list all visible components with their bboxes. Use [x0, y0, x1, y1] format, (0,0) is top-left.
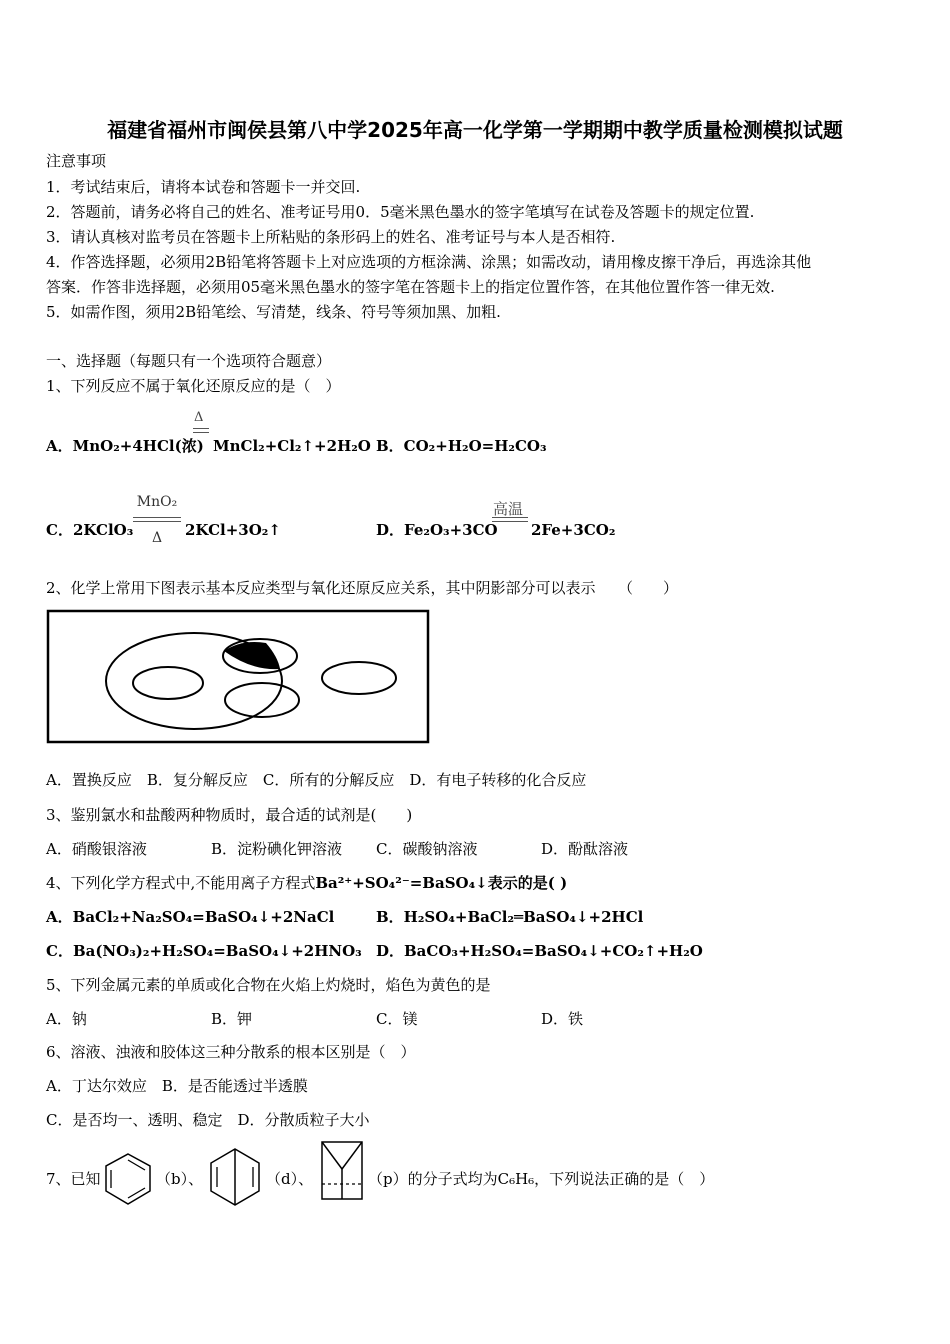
q1-option-a-lhs: A．MnO₂+4HCl(浓) — [46, 437, 204, 455]
notice-item: 2．答题前，请务必将自己的姓名、准考证号用0．5毫米黑色墨水的签字笔填写在试卷及答题卡的规定位置. — [46, 203, 755, 221]
q6-stem: 6、溶液、浊液和胶体这三种分散系的根本区别是（ ） — [46, 1043, 416, 1061]
q3-option-a: A．硝酸银溶液 — [46, 840, 147, 858]
equals-sign — [193, 428, 209, 433]
q4-ionic-equation: Ba²⁺+SO₄²⁻=BaSO₄↓ — [315, 874, 488, 892]
q1-stem: 1、下列反应不属于氧化还原反应的是（ ） — [46, 377, 341, 395]
q7-label-d: （d）、 — [266, 1170, 314, 1188]
q5-option-d: D．铁 — [541, 1010, 584, 1028]
section-heading: 一、选择题（每题只有一个选项符合题意） — [46, 352, 332, 370]
q7-label-b: （b）、 — [156, 1170, 204, 1188]
notice-heading: 注意事项 — [46, 152, 107, 170]
equals-sign — [133, 517, 181, 522]
q5-option-b: B．钾 — [211, 1010, 253, 1028]
q1-option-a-rhs: MnCl₂+Cl₂↑+2H₂O — [213, 437, 371, 455]
prismane-structure — [318, 1139, 366, 1207]
q2-stem: 2、化学上常用下图表示基本反应类型与氧化还原反应关系，其中阴影部分可以表示 （ ） — [46, 579, 679, 597]
reaction-type-ellipse — [322, 662, 396, 694]
q3-option-d: D．酚酞溶液 — [541, 840, 629, 858]
page-title: 福建省福州市闽侯县第八中学2025年高一化学第一学期期中教学质量检测模拟试题 — [107, 118, 843, 142]
q7-stem-pre: 7、已知 — [46, 1170, 101, 1188]
equals-sign — [492, 517, 528, 522]
reaction-type-ellipse — [133, 667, 203, 699]
q1-option-d-rhs: 2Fe+3CO₂ — [531, 521, 616, 539]
q1-option-c-catalyst: MnO₂ — [136, 494, 178, 510]
notice-item: 答案．作答非选择题，必须用05毫米黑色墨水的签字笔在答题卡上的指定位置作答，在其他位置作答一律无效. — [46, 278, 775, 296]
dewar-benzene-structure — [207, 1146, 263, 1208]
q1-option-d-lhs: D．Fe₂O₃+3CO — [376, 521, 498, 539]
q4-option-a: A．BaCl₂+Na₂SO₄=BaSO₄↓+2NaCl — [46, 908, 335, 926]
q1-option-c-heat: Δ — [151, 530, 163, 546]
q1-option-d-condition: 高温 — [493, 500, 524, 518]
q1-option-b: B．CO₂+H₂O=H₂CO₃ — [376, 437, 547, 455]
q3-stem: 3、鉴别氯水和盐酸两种物质时，最合适的试剂是( ) — [46, 806, 413, 824]
q4-option-d: D．BaCO₃+H₂SO₄=BaSO₄↓+CO₂↑+H₂O — [376, 942, 703, 960]
notice-item: 5．如需作图，须用2B铅笔绘、写清楚，线条、符号等须加黑、加粗. — [46, 303, 501, 321]
q3-option-c: C．碳酸钠溶液 — [376, 840, 478, 858]
notice-item: 3．请认真核对监考员在答题卡上所粘贴的条形码上的姓名、准考证号与本人是否相符. — [46, 228, 616, 246]
shaded-region — [224, 642, 280, 669]
q4-option-c: C．Ba(NO₃)₂+H₂SO₄=BaSO₄↓+2HNO₃ — [46, 942, 362, 960]
notice-item: 1．考试结束后，请将本试卷和答题卡一并交回. — [46, 178, 361, 196]
q1-option-a-condition: Δ — [194, 410, 204, 425]
q5-option-a: A．钠 — [46, 1010, 87, 1028]
venn-diagram — [46, 609, 432, 744]
q6-options-ab: A．丁达尔效应 B．是否能透过半透膜 — [46, 1077, 308, 1095]
q2-options: A．置换反应 B．复分解反应 C．所有的分解反应 D．有电子转移的化合反应 — [46, 771, 587, 789]
benzene-structure — [101, 1150, 155, 1208]
q5-stem: 5、下列金属元素的单质或化合物在火焰上灼烧时，焰色为黄色的是 — [46, 976, 491, 994]
notice-item: 4．作答选择题，必须用2B铅笔将答题卡上对应选项的方框涂满、涂黑；如需改动，请用橡皮擦干净后，再选涂其他 — [46, 253, 812, 271]
q3-option-b: B．淀粉碘化钾溶液 — [211, 840, 343, 858]
q4-stem-post: 表示的是( ) — [487, 874, 568, 892]
q4-option-b: B．H₂SO₄+BaCl₂═BaSO₄↓+2HCl — [376, 908, 644, 926]
q7-label-p-and-stem: （p）的分子式均为C₆H₆，下列说法正确的是（ ） — [368, 1170, 715, 1188]
q4-stem — [46, 873, 567, 893]
q1-option-c-rhs: 2KCl+3O₂↑ — [185, 521, 281, 539]
q5-option-c: C．镁 — [376, 1010, 418, 1028]
q1-option-c-lhs: C．2KClO₃ — [46, 521, 134, 539]
q4-stem-pre: 4、下列化学方程式中,不能用离子方程式 — [46, 874, 316, 892]
q6-options-cd: C．是否均一、透明、稳定 D．分散质粒子大小 — [46, 1111, 370, 1129]
